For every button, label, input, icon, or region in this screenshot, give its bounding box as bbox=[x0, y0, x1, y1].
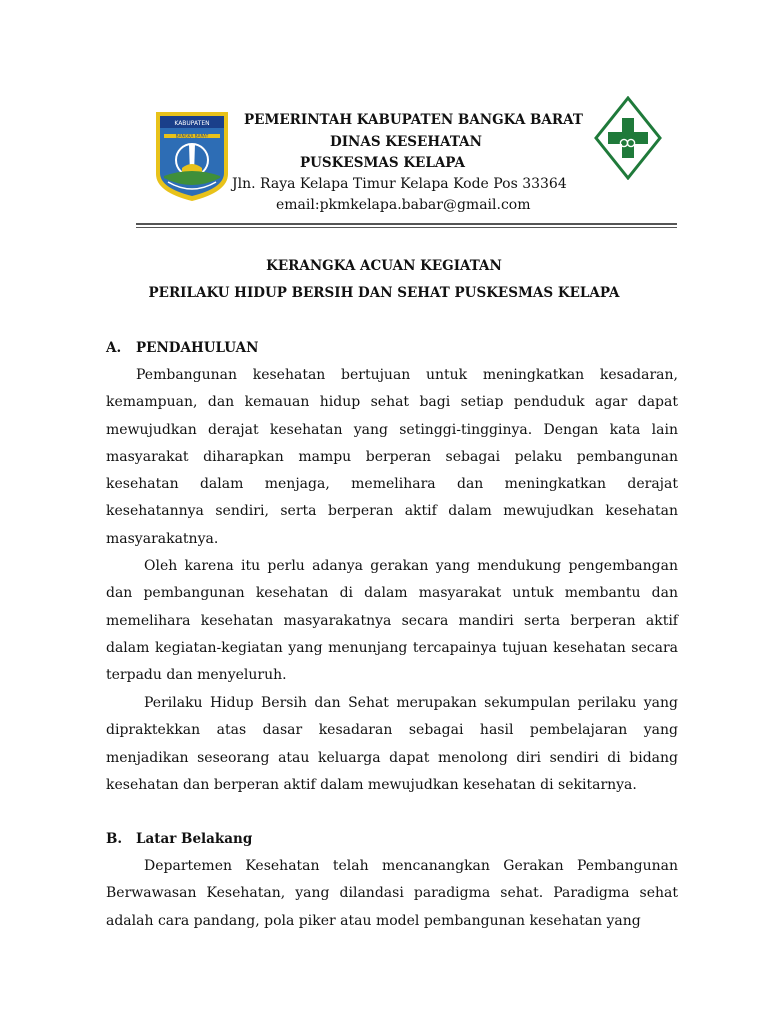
section-a-heading bbox=[106, 340, 258, 356]
paragraph-text: Perilaku Hidup Bersih dan Sehat merupakan sekumpulan perilaku yang dipraktekkan atas dasar kesadaran sebagai hasil pembelajaran yang menjadikan seseorang atau keluarga dapat menolong diri sendiri di bidang kesehatan dan berperan aktif dalam mewujudkan kesehatan di sekitarnya. bbox=[106, 695, 678, 793]
section-b-title: Latar Belakang bbox=[136, 831, 253, 847]
emblem-top-text: KABUPATEN bbox=[174, 120, 210, 127]
letterhead-divider-thin bbox=[136, 227, 677, 228]
paragraph-text: Oleh karena itu perlu adanya gerakan yang mendukung pengembangan dan pembangunan kesehatan di dalam masyarakat untuk membantu dan memelihara kesehatan masyarakatnya secara mandiri serta berperan aktif dalam kegiatan-kegiatan yang menunjang tercapainya tujuan kesehatan secara terpadu dan menyeluruh. bbox=[106, 558, 678, 684]
letterhead-government-line: PEMERINTAH KABUPATEN BANGKA BARAT bbox=[244, 112, 583, 128]
paragraph-text: Pembangunan kesehatan bertujuan untuk meningkatkan kesadaran, kemampuan, dan kemauan hidup sehat bagi setiap penduduk agar dapat mewujudkan derajat kesehatan yang setinggi-tingginya. Dengan kata lain masyarakat diharapkan mampu berperan sebagai pelaku pembangunan kesehatan dalam menjaga, memelihara dan meningkatkan derajat kesehatannya sendiri, serta berperan aktif dalam mewujudkan kesehatan masyarakatnya. bbox=[106, 367, 678, 547]
document-subtitle: PERILAKU HIDUP BERSIH DAN SEHAT PUSKESMAS KELAPA bbox=[148, 285, 620, 301]
letterhead-address: Jln. Raya Kelapa Timur Kelapa Kode Pos 33364 bbox=[232, 176, 567, 192]
kabupaten-bangka-barat-emblem bbox=[152, 108, 232, 204]
paragraph-text: Departemen Kesehatan telah mencanangkan Gerakan Pembangunan Berwawasan Kesehatan, yang dilandasi paradigma sehat. Paradigma sehat adalah cara pandang, pola piker atau model pembangunan kesehatan yang bbox=[106, 858, 678, 929]
section-b-heading bbox=[106, 831, 252, 847]
document-title: KERANGKA ACUAN KEGIATAN bbox=[266, 258, 502, 274]
letterhead-email: email:pkmkelapa.babar@gmail.com bbox=[276, 197, 531, 213]
section-a-paragraph-3 bbox=[106, 690, 678, 799]
letterhead-puskesmas-line: PUSKESMAS KELAPA bbox=[300, 155, 465, 171]
section-a-title: PENDAHULUAN bbox=[136, 340, 259, 356]
section-a-paragraph-2 bbox=[106, 553, 678, 689]
letterhead-divider-thick bbox=[136, 223, 677, 225]
emblem-band-text: BANGKA BARAT bbox=[175, 133, 209, 139]
section-a-paragraph-1 bbox=[106, 362, 678, 553]
section-b-paragraph-1 bbox=[106, 853, 678, 935]
letterhead bbox=[0, 0, 768, 230]
letterhead-department-line: DINAS KESEHATAN bbox=[330, 134, 482, 150]
section-b-letter: B. bbox=[106, 831, 123, 847]
puskesmas-cross-emblem bbox=[594, 96, 662, 180]
section-a-letter: A. bbox=[106, 340, 122, 356]
